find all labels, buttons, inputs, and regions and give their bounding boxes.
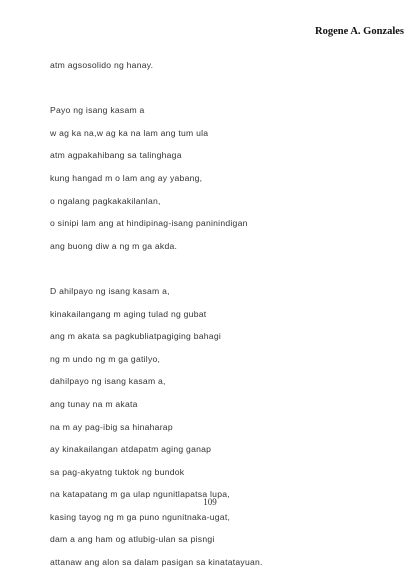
poem-line: ng m undo ng m ga gatilyo, [50, 353, 161, 364]
poem-line: kinakailangang m aging tulad ng gubat [50, 308, 207, 319]
poem-line: atm agpakahibang sa talinghaga [50, 150, 182, 161]
running-header-author: Rogene A. Gonzales [315, 26, 404, 37]
poem-line: na m ay pag-ibig sa hinaharap [50, 421, 173, 432]
poem-line: ay kinakailangan atdapatm aging ganap [50, 444, 212, 455]
poem-line: dahilpayo ng isang kasam a, [50, 376, 166, 387]
poem-line: ang m akata sa pagkubliatpagiging bahagi [50, 331, 222, 342]
poem-line: atm agsosolido ng hanay. [50, 60, 154, 70]
poem-line: dam a ang ham og atlubig-ulan sa pisngi [50, 534, 215, 545]
poem-line: attanaw ang alon sa dalam pasigan sa kinatatayuan. [50, 557, 263, 568]
poem-line: w ag ka na,w ag ka na lam ang tum ula [50, 127, 209, 138]
poem-line: ang tunay na m akata [50, 398, 138, 409]
page-number: 109 [203, 497, 217, 507]
poem-line: o sinipi lam ang at hindipinag-isang paninindigan [50, 218, 248, 229]
poem-line: na katapatang m ga ulap ngunitlapatsa lupa, [50, 489, 230, 500]
poem-line: kasing tayog ng m ga puno ngunitnaka-ugat, [50, 511, 231, 522]
poem-line: Payo ng isang kasam a [50, 105, 145, 116]
poem-line: o ngalang pagkakakilanlan, [50, 195, 161, 206]
stanza-break [50, 263, 390, 273]
poem-line: D ahilpayo ng isang kasam a, [50, 285, 170, 296]
poem-line: sa pag-akyatng tuktok ng bundok [50, 466, 185, 477]
poem-line: kung hangad m o lam ang ay yabang, [50, 172, 203, 183]
poem-line: ang buong diw a ng m ga akda. [50, 240, 178, 251]
stanza-break [50, 83, 390, 93]
